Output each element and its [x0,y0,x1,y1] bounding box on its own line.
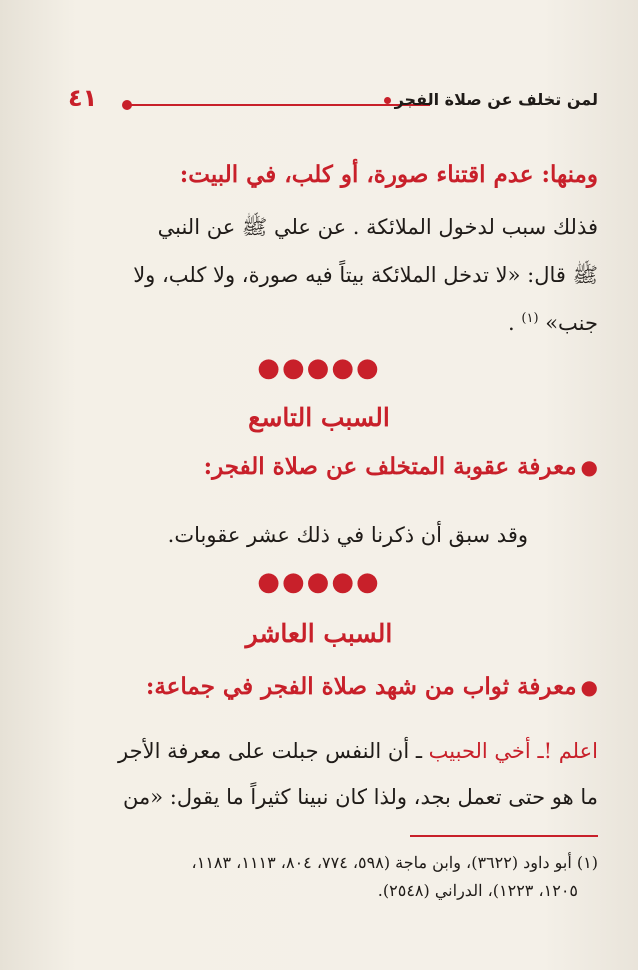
bullet-icon: ● [580,455,598,479]
body-line-1: فذلك سبب لدخول الملائكة . عن علي ﷺ عن النبي [157,215,598,239]
footnote-marker: (١) [576,853,598,872]
running-title [384,90,598,109]
separator-1: ●●●●● [257,353,381,383]
page-header [68,84,598,124]
body-line-2: ﷺ قال: «لا تدخل الملائكة بيتاً فيه صورة، ولا كلب، ولا [133,263,598,287]
cause-10-line-1-text: ـ أن النفس جبلت على معرفة الأجر [118,739,422,763]
footnote-text-1: أبو داود (٣٦٢٢)، وابن ماجة (٥٩٨، ٧٧٤، ٨٠٤، ١١١٣، ١١٨٣، [191,853,572,872]
cause-10-line-2: ما هو حتى تعمل بجد، ولذا كان نبينا كثيراً ما يقول: «من [123,785,598,809]
body-line-3-text: جنب» [545,311,598,335]
cause-9-title: السبب التاسع [248,403,390,432]
address-highlight: أخي الحبيب [428,739,531,763]
bullet-icon: ● [580,675,598,699]
header-bullet-icon [384,97,391,104]
footnote-rule [410,835,598,837]
footnote-line-1 [38,852,598,874]
cause-9-subtitle [38,452,598,482]
cause-9-subtitle-text: معرفة عقوبة المتخلف عن صلاة الفجر: [203,453,577,480]
separator-2: ●●●●● [257,567,381,597]
cause-10-subtitle-text: معرفة ثواب من شهد صلاة الفجر في جماعة: [145,673,577,700]
body-line-3-end: . [508,311,515,335]
page-number: ٤١ [68,84,98,112]
running-title-text: لمن تخلف عن صلاة الفجر [394,90,598,109]
section-heading: ومنها: عدم اقتناء صورة، أو كلب، في البيت: [179,161,598,188]
cause-10-subtitle [38,672,598,702]
footnote-line-2: ١٢٠٥، ١٢٢٣)، الدراني (٢٥٤٨). [377,881,578,900]
footnote-reference[interactable]: (١) [521,311,539,326]
body-line-3 [38,310,598,337]
address-start: اعلم !ـ [537,739,598,763]
cause-9-text: وقد سبق أن ذكرنا في ذلك عشر عقوبات. [167,523,528,547]
cause-10-line-1 [38,738,598,765]
cause-10-title: السبب العاشر [245,619,393,648]
